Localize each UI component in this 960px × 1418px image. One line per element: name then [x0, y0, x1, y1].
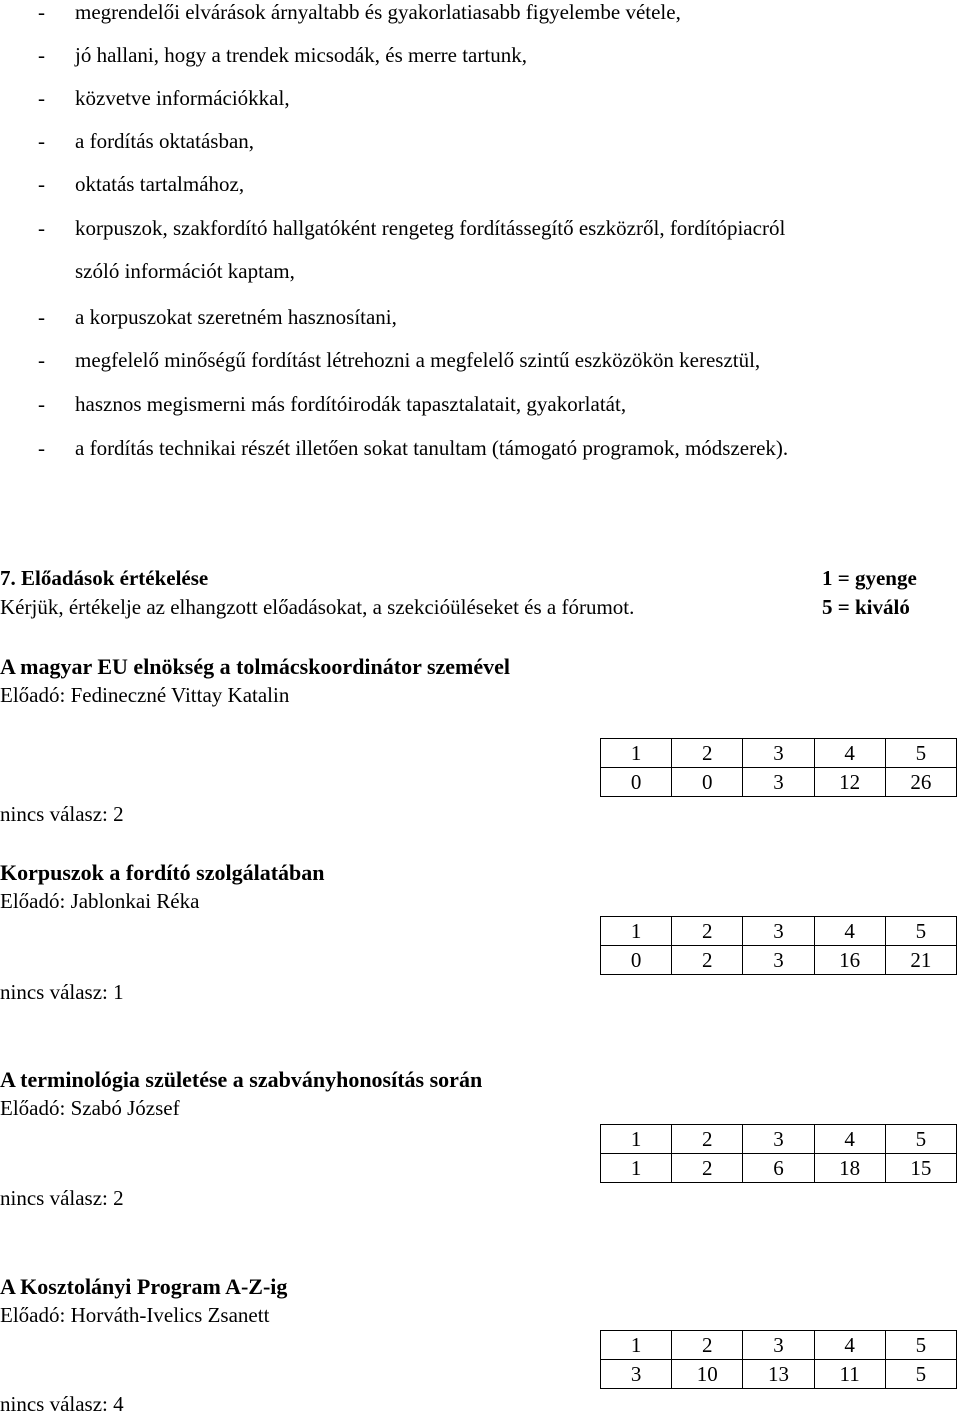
no-answer-count: nincs válasz: 1	[0, 980, 124, 1004]
count-cell: 6	[743, 1154, 814, 1183]
count-cell: 15	[885, 1154, 956, 1183]
bullet-dash: -	[38, 0, 45, 24]
scale-cell: 2	[672, 739, 743, 768]
scale-low-legend: 1 = gyenge	[822, 566, 917, 590]
rating-scale-row	[601, 1125, 957, 1154]
bullet-text: jó hallani, hogy a trendek micsodák, és merre tartunk,	[75, 43, 527, 67]
rating-table	[600, 916, 957, 975]
count-cell: 0	[601, 768, 672, 797]
bullet-text: hasznos megismerni más fordítóirodák tapasztalatait, gyakorlatát,	[75, 392, 627, 416]
count-cell: 0	[672, 768, 743, 797]
rating-count-row	[601, 946, 957, 975]
bullet-dash: -	[38, 43, 45, 67]
no-answer-count: nincs válasz: 2	[0, 802, 124, 826]
scale-cell: 3	[743, 739, 814, 768]
count-cell: 18	[814, 1154, 885, 1183]
scale-cell: 5	[885, 917, 956, 946]
presentation-title: Korpuszok a fordító szolgálatában	[0, 860, 325, 885]
bullet-dash: -	[38, 436, 45, 460]
rating-count-row	[601, 1154, 957, 1183]
count-cell: 3	[743, 946, 814, 975]
bullet-text: megrendelői elvárások árnyaltabb és gyakorlatiasabb figyelembe vétele,	[75, 0, 681, 24]
no-answer-count: nincs válasz: 4	[0, 1392, 124, 1416]
rating-table	[600, 738, 957, 797]
count-cell: 21	[885, 946, 956, 975]
presentation-title: A magyar EU elnökség a tolmácskoordinátor szemével	[0, 654, 511, 679]
presentation-speaker: Előadó: Szabó József	[0, 1096, 180, 1120]
scale-cell: 1	[601, 1125, 672, 1154]
bullet-text: a fordítás technikai részét illetően sokat tanultam (támogató programok, módszerek).	[75, 436, 789, 460]
rating-scale-row	[601, 917, 957, 946]
bullet-text: a fordítás oktatásban,	[75, 129, 255, 153]
presentation-title: A Kosztolányi Program A-Z-ig	[0, 1274, 288, 1299]
presentation-title: A terminológia születése a szabványhonosítás során	[0, 1067, 483, 1092]
count-cell: 1	[601, 1154, 672, 1183]
scale-cell: 4	[814, 917, 885, 946]
bullet-dash: -	[38, 86, 45, 110]
count-cell: 5	[885, 1360, 956, 1389]
bullet-text: korpuszok, szakfordító hallgatóként rengeteg fordítássegítő eszközről, fordítópiacról	[75, 216, 786, 240]
bullet-dash: -	[38, 392, 45, 416]
bullet-text: közvetve információkkal,	[75, 86, 290, 110]
presentation-speaker: Előadó: Fedineczné Vittay Katalin	[0, 683, 290, 707]
scale-cell: 5	[885, 1331, 956, 1360]
scale-cell: 2	[672, 1125, 743, 1154]
scale-cell: 3	[743, 1125, 814, 1154]
count-cell: 3	[601, 1360, 672, 1389]
scale-cell: 5	[885, 739, 956, 768]
scale-cell: 4	[814, 1331, 885, 1360]
scale-cell: 3	[743, 1331, 814, 1360]
rating-table	[600, 1124, 957, 1183]
section-instruction: Kérjük, értékelje az elhangzott előadásokat, a szekcióüléseket és a fórumot.	[0, 595, 635, 619]
scale-cell: 3	[743, 917, 814, 946]
count-cell: 2	[672, 1154, 743, 1183]
count-cell: 2	[672, 946, 743, 975]
scale-cell: 1	[601, 917, 672, 946]
scale-high-legend: 5 = kiváló	[822, 595, 910, 619]
bullet-dash: -	[38, 129, 45, 153]
count-cell: 13	[743, 1360, 814, 1389]
presentation-speaker: Előadó: Jablonkai Réka	[0, 889, 200, 913]
bullet-text-continuation: szóló információt kaptam,	[75, 259, 295, 283]
bullet-text: megfelelő minőségű fordítást létrehozni a megfelelő szintű eszközökön keresztül,	[75, 348, 761, 372]
scale-cell: 4	[814, 1125, 885, 1154]
rating-scale-row	[601, 1331, 957, 1360]
bullet-text: oktatás tartalmához,	[75, 172, 245, 196]
scale-cell: 1	[601, 739, 672, 768]
scale-cell: 2	[672, 1331, 743, 1360]
bullet-dash: -	[38, 216, 45, 240]
scale-cell: 5	[885, 1125, 956, 1154]
count-cell: 12	[814, 768, 885, 797]
count-cell: 26	[885, 768, 956, 797]
count-cell: 11	[814, 1360, 885, 1389]
bullet-dash: -	[38, 348, 45, 372]
rating-table	[600, 1330, 957, 1389]
rating-count-row	[601, 768, 957, 797]
bullet-dash: -	[38, 305, 45, 329]
count-cell: 10	[672, 1360, 743, 1389]
no-answer-count: nincs válasz: 2	[0, 1186, 124, 1210]
rating-count-row	[601, 1360, 957, 1389]
scale-cell: 2	[672, 917, 743, 946]
bullet-dash: -	[38, 172, 45, 196]
presentation-speaker: Előadó: Horváth-Ivelics Zsanett	[0, 1303, 270, 1327]
rating-scale-row	[601, 739, 957, 768]
section-title: 7. Előadások értékelése	[0, 566, 209, 590]
count-cell: 0	[601, 946, 672, 975]
count-cell: 3	[743, 768, 814, 797]
scale-cell: 4	[814, 739, 885, 768]
bullet-text: a korpuszokat szeretném hasznosítani,	[75, 305, 397, 329]
count-cell: 16	[814, 946, 885, 975]
scale-cell: 1	[601, 1331, 672, 1360]
